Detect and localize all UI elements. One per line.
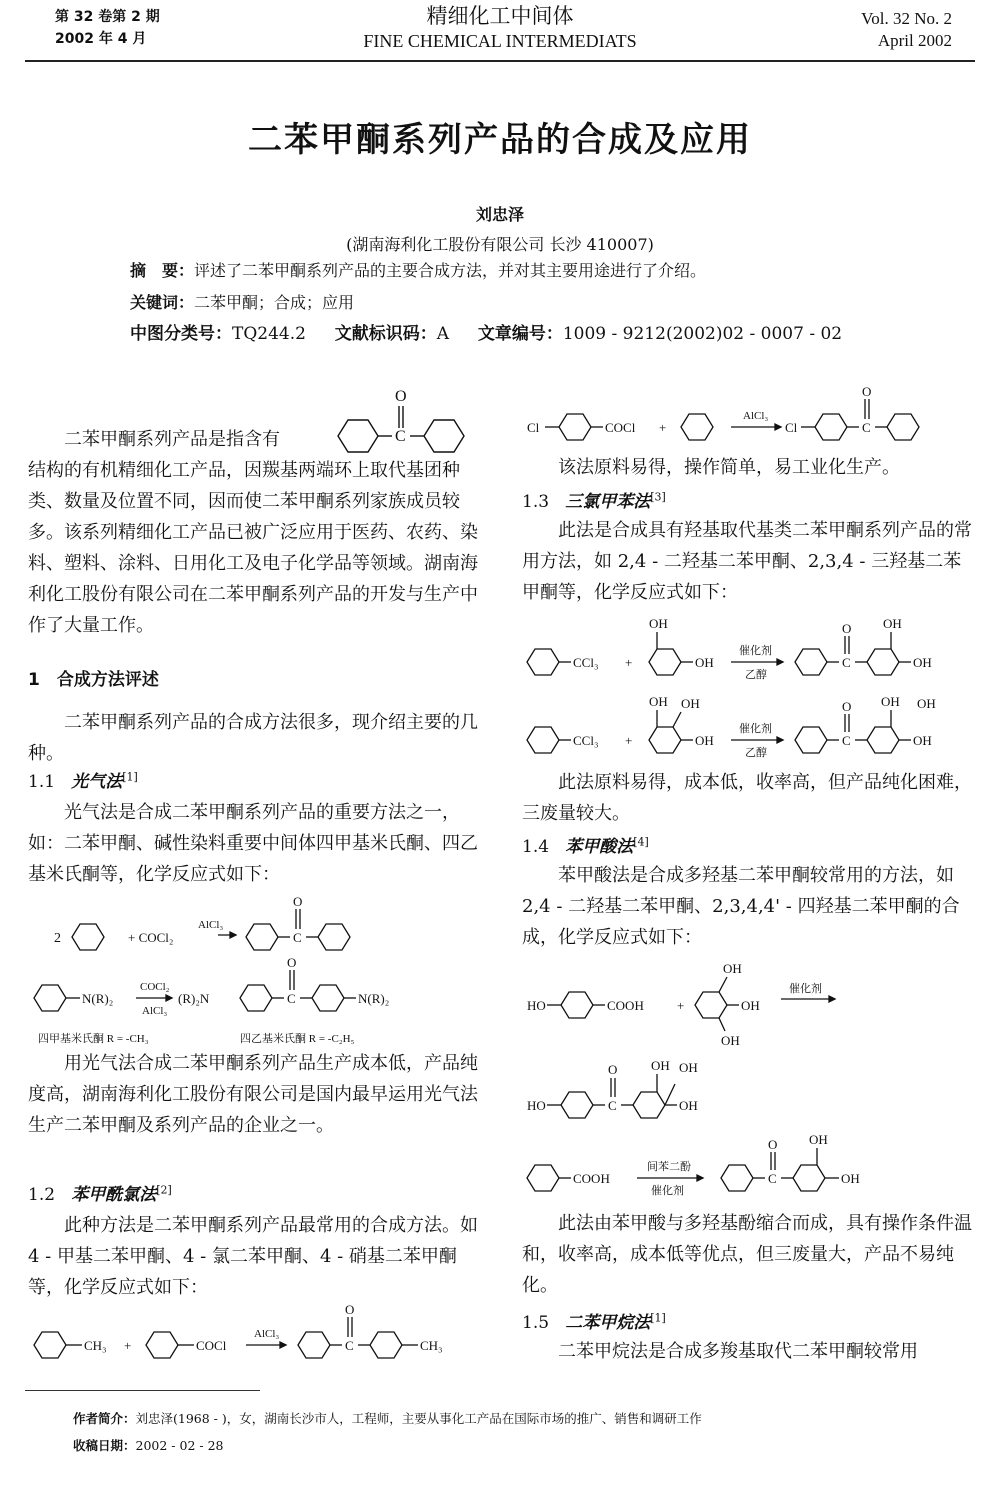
doc-code-label: 文献标识码： <box>334 324 437 344</box>
keywords-label: 关键词： <box>130 293 195 312</box>
section-1-3-after: 此法原料易得，成本低，收率高，但产品纯化困难，三废量较大。 <box>522 772 972 824</box>
oxygen-label: O <box>345 1305 355 1317</box>
section-1-4-text: 苯甲酸法是合成多羟基二苯甲酮较常用的方法，如 2,4 - 二羟基二苯甲酮、2,3,4,4' - 四羟基二苯甲酮的合成，化学反应式如下： <box>522 865 960 948</box>
hydroxyl-group: OH <box>883 616 902 631</box>
citation-4: [4] <box>633 835 649 849</box>
catalyst-alcl3: AlCl₃ <box>254 1328 280 1340</box>
section-1-text: 二苯甲酮系列产品的合成方法很多，现介绍主要的几种。 <box>28 712 478 764</box>
hydroxyl-group: OH <box>721 1033 740 1048</box>
carbon-label: C <box>293 930 302 945</box>
volume-info <box>861 8 952 52</box>
section-1-3-body <box>522 515 974 608</box>
hydroxyl-group: OH <box>723 961 742 976</box>
affiliation: (湖南海利化工股份有限公司 长沙 410007) <box>346 235 654 254</box>
solvent-ethanol: 乙醇 <box>745 747 767 759</box>
plus-sign: + <box>625 733 633 748</box>
intro-lead: 二苯甲酮系列产品是指含有 <box>64 429 280 450</box>
methyl-group: CH₃ <box>84 1338 107 1353</box>
received-date-label: 收稿日期： <box>73 1438 136 1453</box>
solvent-ethanol: 乙醇 <box>745 669 767 681</box>
issue-date: 2002 年 4 月 <box>55 31 147 47</box>
methyl-group: CH₃ <box>420 1338 443 1353</box>
section-1-2-text: 此种方法是二苯甲酮系列产品最常用的合成方法。如 4 - 甲基二苯甲酮、4 - 氯二苯甲酮、4 - 硝基二苯甲酮等，化学反应式如下： <box>28 1215 478 1298</box>
article-title: 二苯甲酮系列产品的合成及应用 <box>248 120 752 160</box>
received-date <box>73 1435 223 1457</box>
carbon-label: C <box>862 420 871 435</box>
r2n-group: (R)₂N <box>178 991 210 1006</box>
benzophenone-structure <box>330 384 480 462</box>
issue-volume: 第 32 卷第 2 期 <box>55 9 160 25</box>
article-id-value: 1009 - 9212(2002)02 - 0007 - 02 <box>562 324 843 344</box>
plus-sign: + <box>659 420 667 435</box>
section-1-5-title: 二苯甲烷法 <box>565 1313 651 1333</box>
carbon-label: C <box>345 1338 354 1353</box>
section-1-3-text: 此法是合成具有羟基取代基类二苯甲酮系列产品的常用方法，如 2,4 - 二羟基二苯甲酮、2,3,4 - 三羟基二苯甲酮等，化学反应式如下： <box>522 520 972 603</box>
carbon-label: C <box>608 1098 617 1113</box>
section-1-3-heading <box>522 487 666 512</box>
section-1-1-title: 光气法 <box>71 772 123 792</box>
section-1-3-title: 三氯甲苯法 <box>565 492 651 512</box>
section-1-4-body <box>522 860 974 953</box>
carbon-label: C <box>842 655 851 670</box>
journal-name-en: FINE CHEMICAL INTERMEDIATS <box>363 31 637 51</box>
oxygen-label: O <box>842 621 852 636</box>
nr2-group: N(R)₂ <box>82 991 114 1006</box>
intro-paragraph <box>28 455 480 641</box>
section-1-2-title: 苯甲酰氯法 <box>71 1185 157 1205</box>
author-bio <box>73 1408 702 1430</box>
r1-after-text: 该法原料易得，操作简单，易工业化生产。 <box>558 457 900 478</box>
acyl-chloride-group: COCl <box>605 420 636 435</box>
catalyst-label: 催化剂 <box>651 1185 684 1197</box>
section-1-5-text: 二苯甲烷法是合成多羧基取代二苯甲酮较常用 <box>558 1341 918 1362</box>
oxygen-label: O <box>862 385 872 399</box>
section-1-heading: 1 合成方法评述 <box>28 670 159 690</box>
hydroxyl-group: OH <box>913 733 932 748</box>
journal-name <box>300 2 700 52</box>
keywords-text: 二苯甲酮；合成；应用 <box>194 293 355 312</box>
citation-1: [1] <box>650 1311 666 1325</box>
abstract-text: 评述了二苯甲酮系列产品的主要合成方法，并对其主要用途进行了介绍。 <box>194 261 707 280</box>
carbon-label: C <box>842 733 851 748</box>
header-rule <box>25 60 975 62</box>
catalyst-label: 催化剂 <box>789 983 822 995</box>
trichloromethyl-group: CCl₃ <box>573 733 599 748</box>
footnote-rule <box>25 1390 260 1391</box>
oxygen-label: O <box>842 699 852 714</box>
clc-value: TQ244.2 <box>232 324 306 344</box>
catalyst-alcl3: AlCl₃ <box>198 919 224 931</box>
benzoyl-chloride-conclusion <box>522 452 974 483</box>
section-1-2-body <box>28 1210 480 1303</box>
label-tetramethyl: 四甲基米氏酮 R = -CH₃ <box>38 1033 149 1045</box>
catalyst-label: 催化剂 <box>739 645 772 657</box>
section-1-4-heading <box>522 832 649 857</box>
oxygen-label: O <box>768 1137 778 1152</box>
equation-benzoyl-chloride <box>28 1305 478 1375</box>
journal-name-cn: 精细化工中间体 <box>426 4 574 28</box>
plus-sign: + <box>625 655 633 670</box>
coefficient: 2 <box>54 931 61 946</box>
product-tetrahydroxybenzophenone <box>525 1050 825 1140</box>
section-1-2-number: 1.2 <box>28 1185 56 1205</box>
hydroxyl-group: OH <box>651 1058 670 1073</box>
alcl3-condition: AlCl₃ <box>142 1005 168 1017</box>
phosgene-condition: COCl₂ <box>140 981 170 993</box>
received-date-value: 2002 - 02 - 28 <box>135 1438 224 1453</box>
section-1-3-number: 1.3 <box>522 492 550 512</box>
hydroxyl-group: OH <box>741 998 760 1013</box>
hydroxyl-group: OH <box>649 616 668 631</box>
intro-text: 结构的有机精细化工产品，因羰基两端环上取代基团种类、数量及位置不同，因而使二苯甲酮系列家族成员较多。该系列精细化工产品已被广泛应用于医药、农药、染料、塑料、涂料、日用化工及电子化学品等领域。湖南海利化工股份有限公司在二苯甲酮系列产品的开发与生产中作了大量工作。 <box>28 460 478 636</box>
carbon-label: C <box>287 991 296 1006</box>
catalyst-label: 催化剂 <box>739 723 772 735</box>
catalyst-alcl3: AlCl₃ <box>743 410 769 422</box>
section-1-1-text: 光气法是合成二苯甲酮系列产品的重要方法之一，如：二苯甲酮、碱性染料重要中间体四甲基米氏酮、四乙基米氏酮等，化学反应式如下： <box>28 802 478 885</box>
trichloromethyl-group: CCl₃ <box>573 655 599 670</box>
plus-sign: + <box>677 998 685 1013</box>
section-1-1-body <box>28 797 480 890</box>
reagent-resorcinol: 间苯二酚 <box>647 1161 691 1173</box>
section-1-1-heading <box>28 767 138 792</box>
section-1-body <box>28 707 480 769</box>
keywords <box>130 292 354 314</box>
hydroxyl-group: OH <box>679 1098 698 1113</box>
section-1-4-after: 此法由苯甲酸与多羟基酚缩合而成，具有操作条件温和，收率高，成本低等优点，但三废量大，产品不易纯化。 <box>522 1213 972 1296</box>
equation-chlorobenzophenone <box>525 385 965 455</box>
hydroxyl-group: HO <box>527 998 546 1013</box>
phosgene-reagent: + COCl₂ <box>128 930 174 945</box>
plus-sign: + <box>124 1338 132 1353</box>
equation-benzoic-acid-1 <box>525 955 965 1055</box>
oxygen-label: O <box>608 1062 618 1077</box>
hydroxyl-group: OH <box>917 696 936 711</box>
section-1-3-conclusion <box>522 767 974 829</box>
chloro-group: Cl <box>527 420 540 435</box>
volume-date: April 2002 <box>877 31 952 50</box>
section-1-2-heading <box>28 1180 172 1205</box>
oxygen-label: O <box>293 895 303 909</box>
acyl-chloride-group: COCl <box>196 1338 227 1353</box>
carbonyl-carbon: C <box>395 428 406 445</box>
hydroxyl-group: OH <box>841 1171 860 1186</box>
carbonyl-oxygen: O <box>395 388 407 405</box>
author-bio-label: 作者简介： <box>73 1411 136 1426</box>
citation-1: [1] <box>122 770 138 784</box>
section-1-4-title: 苯甲酸法 <box>565 837 634 857</box>
doc-code-value: A <box>436 324 450 344</box>
hydroxyl-group: OH <box>881 694 900 709</box>
hydroxyl-group: OH <box>681 696 700 711</box>
hydroxyl-group: OH <box>679 1060 698 1075</box>
section-1-1-conclusion <box>28 1048 480 1141</box>
section-1-5-body <box>522 1336 974 1367</box>
hydroxyl-group: HO <box>527 1098 546 1113</box>
section-1-1-number: 1.1 <box>28 772 56 792</box>
hydroxyl-group: OH <box>913 655 932 670</box>
article-id-label: 文章编号： <box>477 324 563 344</box>
abstract <box>130 260 706 282</box>
section-1-4-number: 1.4 <box>522 837 550 857</box>
section-1-5-number: 1.5 <box>522 1313 550 1333</box>
chloro-group: Cl <box>785 420 798 435</box>
carboxyl-group: COOH <box>573 1171 610 1186</box>
author-bio-text: 刘忠泽(1968 - )，女，湖南长沙市人，工程师，主要从事化工产品在国际市场的推广、销售和调研工作 <box>135 1411 702 1426</box>
clc-label: 中图分类号： <box>130 324 232 344</box>
equation-michler-ketone <box>28 958 478 1048</box>
equation-benzoic-acid-2 <box>525 1128 965 1208</box>
abstract-label: 摘 要： <box>130 261 195 280</box>
hydroxyl-group: OH <box>695 655 714 670</box>
carboxyl-group: COOH <box>607 998 644 1013</box>
citation-2: [2] <box>156 1183 172 1197</box>
equation-trichlorotoluene-1 <box>525 612 965 692</box>
hydroxyl-group: OH <box>695 733 714 748</box>
label-tetraethyl: 四乙基米氏酮 R = -C₂H₅ <box>240 1033 355 1045</box>
citation-3: [3] <box>650 490 666 504</box>
section-1-1-after: 用光气法合成二苯甲酮系列产品生产成本低，产品纯度高，湖南海利化工股份有限公司是国内最早运用光气法生产二苯甲酮及系列产品的企业之一。 <box>28 1053 478 1136</box>
hydroxyl-group: OH <box>809 1132 828 1147</box>
carbon-label: C <box>768 1171 777 1186</box>
nr2-group: N(R)₂ <box>358 991 390 1006</box>
oxygen-label: O <box>287 958 297 970</box>
issue-info <box>55 6 160 50</box>
classification-line <box>130 323 842 345</box>
equation-phosgene-benzophenone <box>50 895 470 965</box>
volume-number: Vol. 32 No. 2 <box>861 9 952 28</box>
hydroxyl-group: OH <box>649 694 668 709</box>
section-1-5-heading <box>522 1308 666 1333</box>
equation-trichlorotoluene-2 <box>525 690 965 770</box>
author-name: 刘忠泽 <box>475 205 524 224</box>
section-1-4-conclusion <box>522 1208 974 1301</box>
